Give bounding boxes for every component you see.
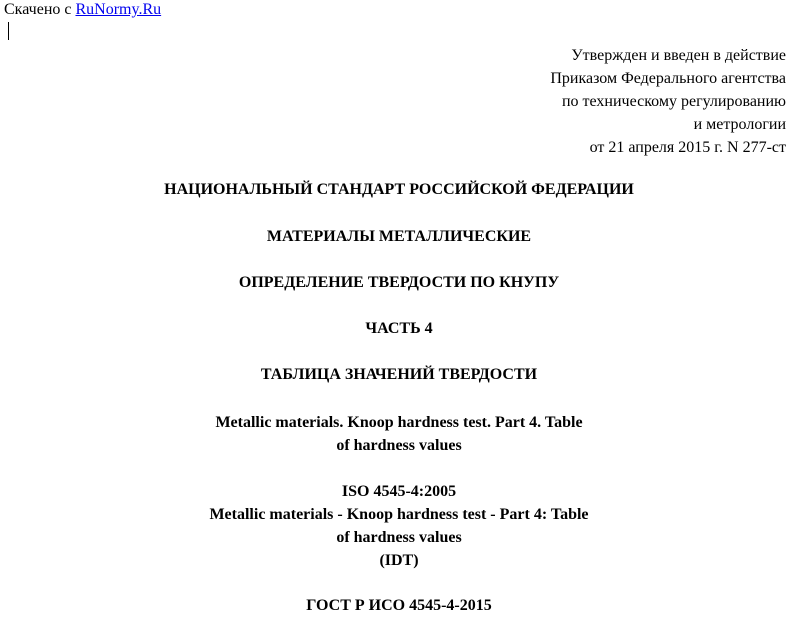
- part-heading: ЧАСТЬ 4: [365, 320, 433, 337]
- iso-number: ISO 4545-4:2005: [341, 483, 457, 500]
- iso-equivalence: (IDT): [379, 552, 419, 569]
- gost-designation: ГОСТ Р ИСО 4545-4-2015: [306, 597, 492, 614]
- table-heading: ТАБЛИЦА ЗНАЧЕНИЙ ТВЕРДОСТИ: [260, 366, 538, 383]
- approval-line: Утвержден и введен в действие: [571, 47, 786, 64]
- runormy-link[interactable]: RuNormy.Ru: [75, 1, 162, 18]
- iso-reference-block: [0, 480, 790, 572]
- approval-line: Приказом Федерального агентства: [550, 70, 786, 87]
- download-source-line: [4, 0, 161, 19]
- download-source-prefix: Скачено с: [4, 1, 76, 18]
- materials-heading: МАТЕРИАЛЫ МЕТАЛЛИЧЕСКИЕ: [266, 228, 532, 245]
- text-cursor: [8, 22, 9, 40]
- approval-line: и метрологии: [693, 116, 786, 133]
- approval-line: по техническому регулированию: [561, 93, 786, 110]
- standard-type-heading: НАЦИОНАЛЬНЫЙ СТАНДАРТ РОССИЙСКОЙ ФЕДЕРАЦИИ: [164, 181, 634, 198]
- english-title-line: of hardness values: [336, 437, 462, 454]
- method-heading: ОПРЕДЕЛЕНИЕ ТВЕРДОСТИ ПО КНУПУ: [238, 274, 560, 291]
- iso-title-line: of hardness values: [336, 529, 462, 546]
- english-title-line: Metallic materials. Knoop hardness test. Part 4. Table: [215, 414, 583, 431]
- approval-block: [550, 44, 786, 159]
- iso-title-line: Metallic materials - Knoop hardness test - Part 4: Table: [209, 506, 589, 523]
- english-title: [0, 411, 790, 457]
- approval-line: от 21 апреля 2015 г. N 277-ст: [589, 139, 786, 156]
